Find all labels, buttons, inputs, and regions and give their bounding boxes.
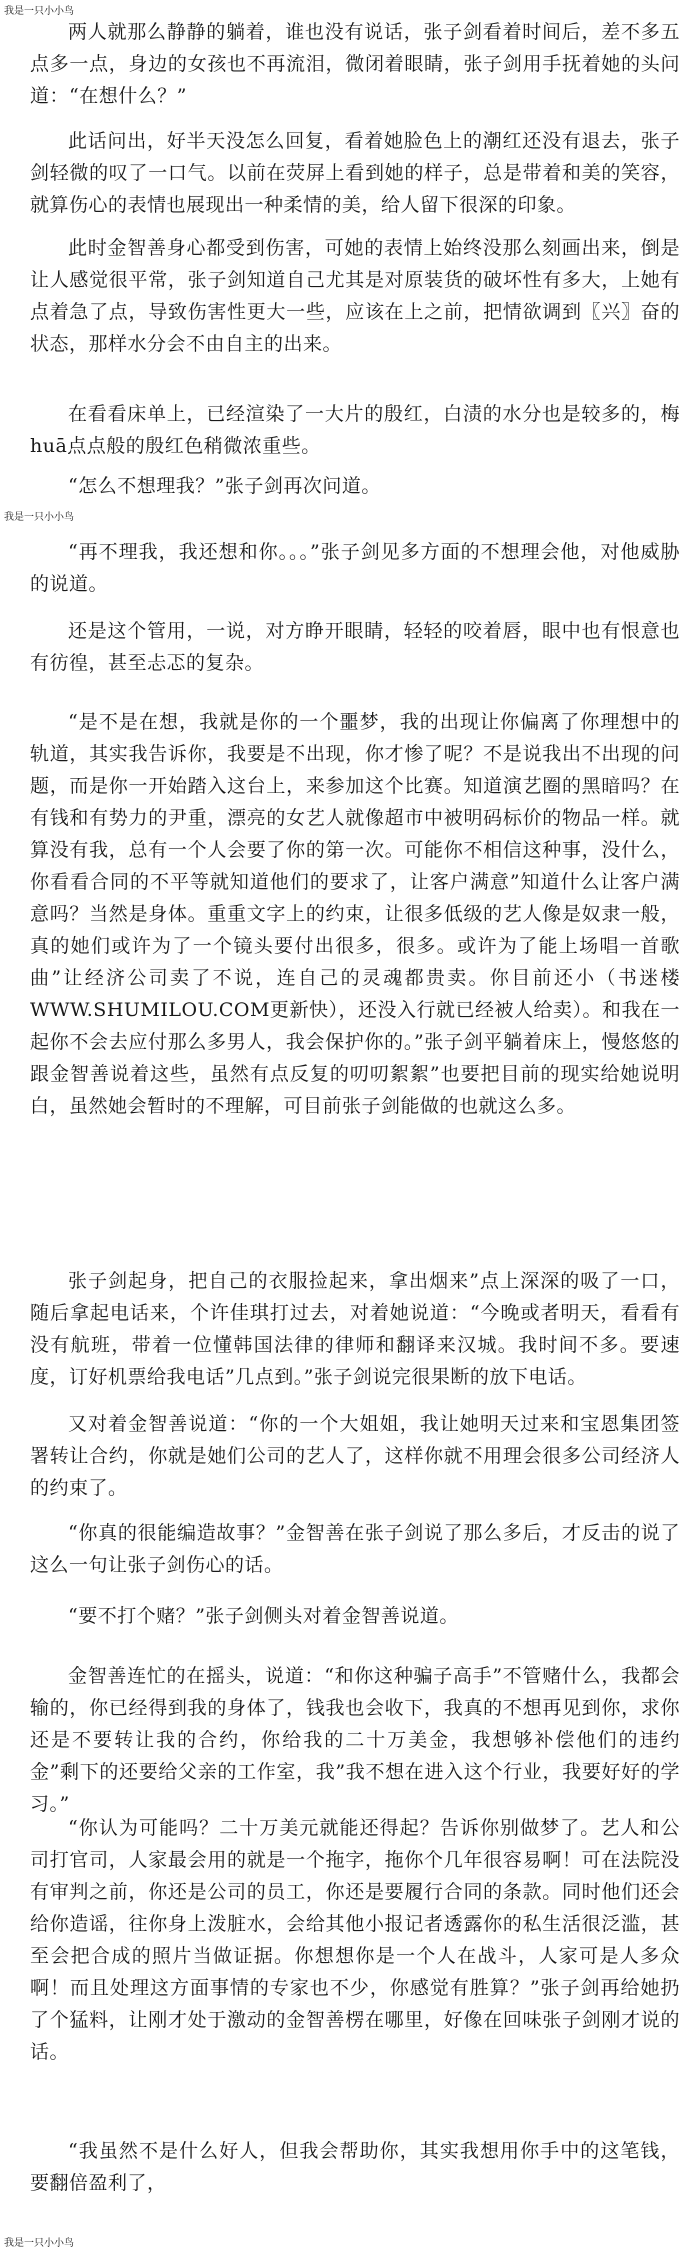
paragraph: 两人就那么静静的躺着，谁也没有说话，张子剑看着时间后，差不多五点多一点，身边的女孩也不再流泪，微闭着眼睛，张子剑用手抚着她的头问道：“在想什么？” xyxy=(30,21,680,107)
paragraph: 此话问出，好半天没怎么回复，看着她脸色上的潮红还没有退去，张子剑轻微的叹了一口气。以前在荧屏上看到她的样子，总是带着和美的笑容，就算伤心的表情也展现出一种柔情的美，给人留下很深的印象。 xyxy=(30,130,680,216)
paragraph: 金智善连忙的在摇头，说道：“和你这种骗子高手”不管赌什么，我都会输的，你已经得到我的身体了，钱我也会收下，我真的不想再见到你，求你还是不要转让我的合约，你给我的二十万美金，我想够补偿他们的违约金”剩下的还要给父亲的工作室，我”我不想在进入这个行业，我要好好的学习。” xyxy=(30,1665,680,1815)
paragraph: 还是这个管用，一说，对方睁开眼睛，轻轻的咬着唇，眼中也有恨意也有彷徨，甚至忐忑的复杂。 xyxy=(30,620,680,674)
watermark: 我是一只小小鸟 xyxy=(4,2238,74,2249)
paragraph: “你真的很能编造故事？”金智善在张子剑说了那么多后，才反击的说了这么一句让张子剑伤心的话。 xyxy=(30,1522,680,1576)
paragraph: “你认为可能吗？二十万美元就能还得起？告诉你别做梦了。艺人和公司打官司，人家最会用的就是一个拖字，拖你个几年很容易啊！可在法院没有审判之前，你还是公司的员工，你还是要履行合同的条款。同时他们还会给你造谣，往你身上泼脏水，会给其他小报记者透露你的私生活很泛滥，甚至会把合成的照片当做证据。你想想你是一个人在战斗，人家可是人多众啊！而且处理这方面事情的专家也不少，你感觉有胜算？”张子剑再给她扔了个猛料，让刚才处于激动的金智善楞在哪里，好像在回味张子剑刚才说的话。 xyxy=(30,1817,680,2063)
paragraph: “怎么不想理我？”张子剑再次问道。 xyxy=(68,475,381,497)
paragraph: “要不打个赌？”张子剑侧头对着金智善说道。 xyxy=(68,1605,459,1627)
paragraph: “我虽然不是什么好人，但我会帮助你，其实我想用你手中的这笔钱，要翻倍盈利了， xyxy=(30,2140,680,2194)
paragraph: “是不是在想，我就是你的一个噩梦，我的出现让你偏离了你理想中的轨道，其实我告诉你，我要是不出现，你才惨了呢？不是说我出不出现的问题，而是你一开始踏入这台上，来参加这个比赛。知道演艺圈的黑暗吗？在有钱和有势力的尹重，漂亮的女艺人就像超市中被明码标价的物品一样。就算没有我，总有一个人会要了你的第一次。可能你不相信这种事，没什么，你看看合同的不平等就知道他们的要求了，让客户满意”知道什么让客户满意吗？当然是身体。重重文字上的约束，让很多低级的艺人像是奴隶一般，真的她们或许为了一个镜头要付出很多，很多。或许为了能上场唱一首歌曲”让经济公司卖了不说，连自己的灵魂都贵卖。你目前还小（书迷楼WWW.SHUMILOU.COM更新快），还没入行就已经被人给卖）。和我在一起你不会去应付那么多男人，我会保护你的。”张子剑平躺着床上，慢悠悠的跟金智善说着这些，虽然有点反复的叨叨絮絮”也要把目前的现实给她说明白，虽然她会暂时的不理解，可目前张子剑能做的也就这么多。 xyxy=(30,711,680,1117)
paragraph: 张子剑起身，把自己的衣服捡起来，拿出烟来”点上深深的吸了一口，随后拿起电话来，个许佳琪打过去，对着她说道：“今晚或者明天，看看有没有航班，带着一位懂韩国法律的律师和翻译来汉城。我时间不多。要速度，订好机票给我电话”几点到。”张子剑说完很果断的放下电话。 xyxy=(30,1270,680,1388)
paragraph: 又对着金智善说道：“你的一个大姐姐，我让她明天过来和宝恩集团签署转让合约，你就是她们公司的艺人了，这样你就不用理会很多公司经济人的约束了。 xyxy=(30,1413,680,1499)
watermark: 我是一只小小鸟 xyxy=(4,512,74,523)
watermark: 我是一只小小鸟 xyxy=(4,6,74,17)
paragraph: “再不理我，我还想和你。。。”张子剑见多方面的不想理会他，对他威胁的说道。 xyxy=(30,541,680,595)
paragraph: 此时金智善身心都受到伤害，可她的表情上始终没那么刻画出来，倒是让人感觉很平常，张子剑知道自己尤其是对原装货的破坏性有多大，上她有点着急了点，导致伤害性更大一些，应该在上之前，把情欲调到〖兴〗奋的状态，那样水分会不由自主的出来。 xyxy=(30,237,680,355)
paragraph: 在看看床单上，已经渲染了一大片的殷红，白渍的水分也是较多的，梅huā点点般的殷红色稍微浓重些。 xyxy=(30,403,680,457)
